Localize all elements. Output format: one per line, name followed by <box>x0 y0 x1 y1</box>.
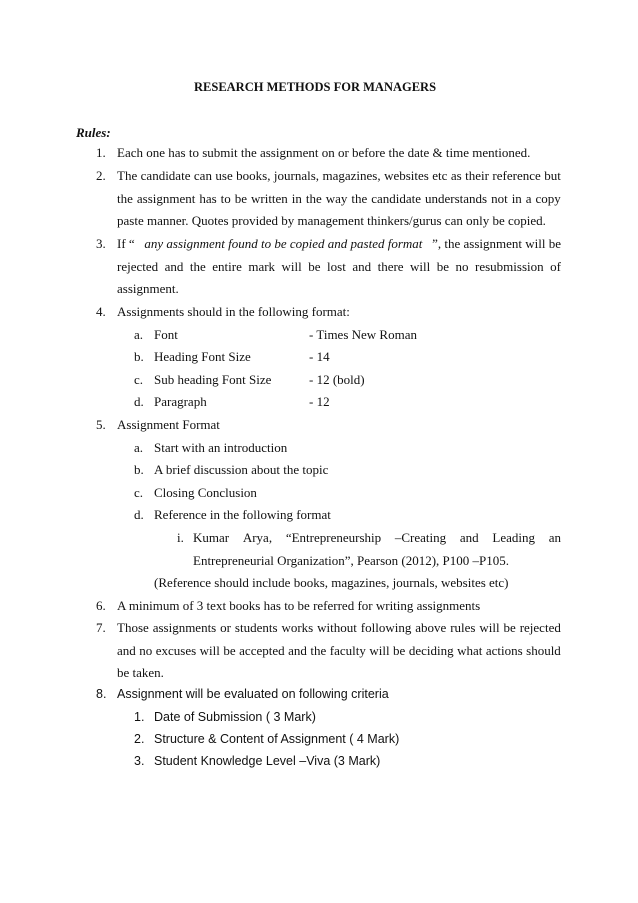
word: of <box>550 259 561 274</box>
word: what <box>457 643 483 658</box>
word: in <box>291 191 302 206</box>
sub-letter: a. <box>134 440 144 455</box>
sub-letter: d. <box>134 507 144 522</box>
item-1-text: Each one has to submit the assignment on or before the date & time mentioned. <box>117 145 531 160</box>
item-3-pre: If “ <box>117 236 135 251</box>
item-4-text: Assignments should in the following format: <box>117 304 350 319</box>
format-step: Closing Conclusion <box>154 485 257 500</box>
sub-numeral: i. <box>177 530 184 545</box>
word: the <box>189 259 206 274</box>
word: has <box>199 191 217 206</box>
word: assignment <box>136 191 196 206</box>
word: and <box>164 259 184 274</box>
format-step: Start with an introduction <box>154 440 288 455</box>
item-2-line-3: paste manner. Quotes provided by management thinkers/gurus can only be copied. <box>117 213 546 228</box>
item-7-line-3: be taken. <box>117 665 164 680</box>
format-step: A brief discussion about the topic <box>154 462 329 477</box>
item-3-line-3: assignment. <box>117 281 179 296</box>
criteria-label: Date of Submission ( 3 Mark) <box>154 710 316 724</box>
sub-letter: d. <box>134 394 144 409</box>
word: be <box>393 643 406 658</box>
format-label: Heading Font Size <box>154 349 251 364</box>
word: should <box>526 643 561 658</box>
word: accepted <box>239 643 285 658</box>
word: rejected <box>117 259 159 274</box>
word: Leading <box>492 530 535 545</box>
sub-letter: c. <box>134 372 144 387</box>
format-step: Reference in the following format <box>154 507 331 522</box>
word: websites <box>384 168 429 183</box>
criteria-number: 3. <box>134 754 145 768</box>
word: understands <box>425 191 488 206</box>
word: without <box>317 620 357 635</box>
reference-example-line-1 <box>193 530 561 545</box>
format-label: Sub heading Font Size <box>154 372 272 387</box>
word: Those <box>117 620 149 635</box>
format-label: Paragraph <box>154 394 207 409</box>
word: entire <box>212 259 242 274</box>
word: Arya, <box>242 530 273 545</box>
word: and <box>352 259 372 274</box>
item-3-line-1 <box>117 236 561 251</box>
criteria-number: 2. <box>134 732 145 746</box>
word: written <box>250 191 288 206</box>
word: will <box>281 259 302 274</box>
reference-example-line-2: Entrepreneurial Organization”, Pearson (2012), P100 –P105. <box>193 553 510 568</box>
word: candidate <box>371 191 422 206</box>
word: students <box>234 620 278 635</box>
rules-heading: Rules: <box>76 125 111 140</box>
word: will <box>479 620 500 635</box>
word: deciding <box>408 643 454 658</box>
item-number: 6. <box>96 598 106 613</box>
word: faculty <box>329 643 366 658</box>
word: not <box>491 191 508 206</box>
format-value: - 14 <box>309 349 330 364</box>
word: above <box>415 620 447 635</box>
item-number: 7. <box>96 620 106 635</box>
word: be <box>223 643 236 658</box>
item-number: 8. <box>96 687 107 701</box>
reference-note: (Reference should include books, magazines, journals, websites etc) <box>154 575 509 590</box>
word: rules <box>450 620 476 635</box>
sub-letter: b. <box>134 349 144 364</box>
word: be <box>308 259 321 274</box>
item-number: 3. <box>96 236 106 251</box>
word: the <box>117 191 133 206</box>
word: or <box>220 620 231 635</box>
item-7-line-2 <box>117 643 561 658</box>
word: books, <box>236 168 271 183</box>
item-number: 2. <box>96 168 106 183</box>
word: the <box>305 191 322 206</box>
word: –Creating <box>394 530 447 545</box>
word: candidate <box>140 168 191 183</box>
word: will <box>369 643 390 658</box>
word: excuses <box>155 643 197 658</box>
word: following <box>360 620 412 635</box>
word: mark <box>248 259 276 274</box>
word: actions <box>485 643 523 658</box>
word: a <box>525 191 532 206</box>
item-number: 4. <box>96 304 106 319</box>
word: will <box>199 643 220 658</box>
word: will <box>410 259 431 274</box>
sub-letter: c. <box>134 485 144 500</box>
word: “Entrepreneurship <box>285 530 382 545</box>
word: an <box>548 530 561 545</box>
item-number: 5. <box>96 417 106 432</box>
word: be <box>234 191 248 206</box>
word: no <box>455 259 469 274</box>
format-label: Font <box>154 327 178 342</box>
word: no <box>139 643 153 658</box>
word: journals, <box>273 168 320 183</box>
item-7-line-1 <box>117 620 561 635</box>
format-value: - 12 (bold) <box>309 372 365 387</box>
word: to <box>220 191 231 206</box>
word: the <box>351 191 368 206</box>
criteria-label: Student Knowledge Level –Viva (3 Mark) <box>154 754 381 768</box>
criteria-label: Structure & Content of Assignment ( 4 Mark) <box>154 732 400 746</box>
item-3-italic-phrase: any assignment found to be copied and pasted format <box>144 236 423 251</box>
item-3-line-2 <box>117 259 561 274</box>
word: be <box>503 620 516 635</box>
word: there <box>377 259 404 274</box>
word: as <box>450 168 462 183</box>
item-5-text: Assignment Format <box>117 417 220 432</box>
word: the <box>310 643 327 658</box>
sub-letter: a. <box>134 327 144 342</box>
word: can <box>193 168 212 183</box>
word: but <box>544 168 561 183</box>
item-3-post: ”, the assignment will be <box>432 236 561 251</box>
word: and <box>117 643 136 658</box>
criteria-number: 1. <box>134 710 145 724</box>
format-value: - 12 <box>309 394 330 409</box>
word: magazines, <box>322 168 381 183</box>
word: be <box>436 259 450 274</box>
word: their <box>465 168 489 183</box>
item-2-line-1 <box>117 168 561 183</box>
word: works <box>281 620 314 635</box>
word: copy <box>535 191 561 206</box>
word: and <box>459 530 479 545</box>
sub-letter: b. <box>134 462 144 477</box>
format-value: - Times New Roman <box>309 327 417 342</box>
word: etc <box>432 168 448 183</box>
word: resubmission <box>475 259 544 274</box>
word: The <box>117 168 138 183</box>
item-2-line-2 <box>117 191 561 206</box>
item-number: 1. <box>96 145 106 160</box>
word: way <box>325 191 348 206</box>
word: lost <box>327 259 346 274</box>
word: rejected <box>519 620 561 635</box>
item-8-text: Assignment will be evaluated on following criteria <box>117 687 389 701</box>
word: in <box>511 191 522 206</box>
word: reference <box>492 168 541 183</box>
word: use <box>215 168 233 183</box>
word: assignments <box>152 620 217 635</box>
item-6-text: A minimum of 3 text books has to be referred for writing assignments <box>117 598 481 613</box>
word: and <box>288 643 307 658</box>
document-title: RESEARCH METHODS FOR MANAGERS <box>194 80 437 94</box>
word: Kumar <box>193 530 230 545</box>
